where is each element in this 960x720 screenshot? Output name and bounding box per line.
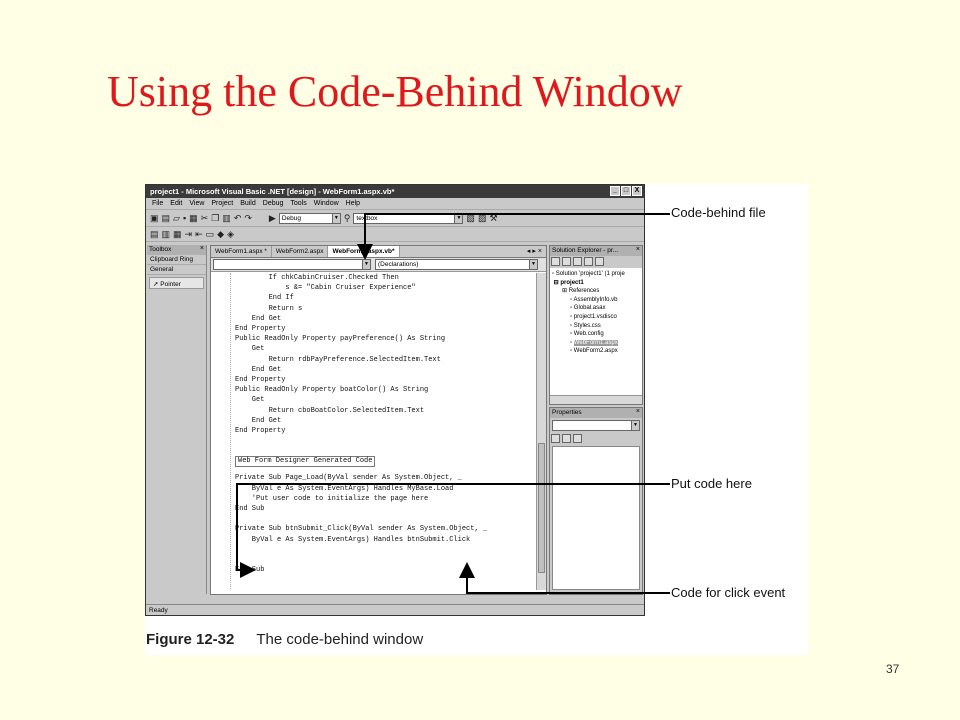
tree-item[interactable]: ▫ WebForm2.aspx — [570, 348, 618, 355]
toolbox-item-label: Pointer — [160, 281, 181, 288]
tree-item[interactable]: ▫ Web.config — [570, 331, 604, 338]
code-line: Return rdbPayPreference.SelectedItem.Text — [235, 355, 441, 364]
figure-caption — [146, 631, 423, 648]
tree-project[interactable]: ⊟ project1 — [552, 279, 584, 286]
menu-help[interactable]: Help — [345, 200, 361, 207]
toolbox-section-general[interactable]: General — [147, 265, 206, 275]
menu-window[interactable]: Window — [313, 200, 339, 207]
chevron-down-icon: ▼ — [332, 214, 340, 223]
code-line: End Sub — [235, 505, 265, 514]
tree-solution[interactable]: ▫ Solution 'project1' (1 proje — [552, 271, 625, 277]
maximize-button[interactable]: □ — [621, 186, 631, 196]
quick-info-icon[interactable]: ▦ — [173, 228, 182, 239]
arrow-code-behind — [365, 214, 670, 256]
tree-item-label: project1.vsdisco — [573, 313, 617, 320]
chevron-down-icon: ▼ — [529, 260, 537, 269]
tree-solution-label: Solution 'project1' (1 proje — [555, 271, 625, 277]
tab-webform1-design[interactable]: WebForm1.aspx * — [211, 246, 272, 257]
collapsed-region[interactable]: Web Form Designer Generated Code — [235, 456, 375, 467]
chevron-down-icon: ▼ — [362, 260, 370, 269]
open-icon[interactable]: ▱ — [173, 212, 180, 223]
find-combo-value: textbox — [356, 214, 378, 222]
tree-item[interactable]: ▫ AssemblyInfo.vb — [570, 296, 618, 303]
code-line: End If — [235, 294, 294, 303]
code-line: Public ReadOnly Property boatColor() As String — [235, 386, 429, 395]
tree-item-label: WebForm1.aspx — [573, 339, 618, 346]
find-icon[interactable]: ⚲ — [343, 212, 351, 223]
code-line: 'Put user code to initialize the page here — [235, 494, 429, 503]
tree-item-label: Styles.css — [573, 322, 601, 329]
tree-item[interactable]: ▫ Global.asax — [570, 305, 606, 312]
code-line: Public ReadOnly Property payPreference() As String — [235, 335, 446, 344]
add-item-icon[interactable]: ▤ — [161, 212, 171, 223]
code-line: ByVal e As System.EventArgs) Handles MyBase.Load — [235, 484, 454, 493]
next-bookmark-icon[interactable]: ◈ — [227, 228, 234, 239]
tree-item-label: Web.config — [573, 331, 604, 338]
menu-file[interactable]: File — [152, 200, 164, 207]
redo-icon[interactable]: ↷ — [244, 212, 252, 223]
code-line: s &= "Cabin Cruiser Experience" — [235, 284, 416, 293]
tab-webform2[interactable]: WebForm2.aspx — [272, 246, 329, 257]
new-project-icon[interactable]: ▣ — [150, 212, 159, 223]
start-icon[interactable]: ▶ — [268, 212, 276, 223]
tree-item-selected[interactable]: ▫ WebForm1.aspx — [570, 339, 618, 346]
page-number: 37 — [886, 662, 900, 676]
code-line: End Property — [235, 325, 286, 334]
properties-title: Properties — [552, 409, 582, 416]
close-button[interactable]: X — [632, 186, 642, 196]
tree-item-label: Global.asax — [573, 305, 606, 312]
tree-item[interactable]: ▫ project1.vsdisco — [570, 313, 617, 320]
callout-code-behind: Code-behind file — [671, 205, 766, 220]
figure — [145, 184, 808, 655]
indent-icon[interactable]: ⇥ — [184, 228, 193, 239]
arrow-click-event — [467, 566, 670, 593]
properties-icon[interactable]: ▨ — [477, 212, 487, 223]
menu-view[interactable]: View — [189, 200, 205, 207]
code-line: Private Sub Page_Load(ByVal sender As System.Object, _ — [235, 474, 462, 483]
code-line: ByVal e As System.EventArgs) Handles btnSubmit.Click — [235, 535, 471, 544]
chevron-down-icon: ▼ — [454, 214, 462, 223]
paste-icon[interactable]: ▥ — [222, 212, 231, 223]
callout-click-event: Code for click event — [671, 585, 786, 600]
close-icon[interactable]: × — [199, 245, 204, 252]
pointer-icon: ➚ — [153, 281, 159, 288]
copy-icon[interactable]: ❐ — [211, 212, 220, 223]
figure-caption-text: The code-behind window — [256, 631, 424, 648]
tree-project-label: project1 — [560, 279, 584, 286]
callout-arrows — [145, 184, 808, 631]
config-combo-value: Debug — [281, 214, 301, 222]
solution-explorer-title: Solution Explorer - pr... — [552, 247, 619, 254]
save-all-icon[interactable]: ▦ — [189, 212, 198, 223]
code-line: End Property — [235, 427, 286, 436]
toolbox-section-clipboard[interactable]: Clipboard Ring — [147, 255, 206, 265]
code-line: Get — [235, 396, 265, 405]
code-line: Return s — [235, 304, 303, 313]
tab-webform1-code[interactable]: WebForm1.aspx.vb* — [328, 246, 399, 257]
menu-edit[interactable]: Edit — [170, 200, 183, 207]
menu-debug[interactable]: Debug — [262, 200, 284, 207]
object-list-icon[interactable]: ▤ — [150, 228, 159, 239]
tab-scroll-close-icon[interactable]: ◂▸× — [526, 248, 544, 255]
status-text: Ready — [149, 607, 168, 614]
chevron-down-icon: ▼ — [631, 421, 639, 430]
close-icon[interactable]: × — [635, 408, 640, 415]
tree-item[interactable]: ▫ Styles.css — [570, 322, 601, 329]
tree-item-label: References — [568, 288, 600, 295]
comment-icon[interactable]: ▭ — [205, 228, 215, 239]
menu-build[interactable]: Build — [240, 200, 256, 207]
menu-project[interactable]: Project — [211, 200, 234, 207]
member-list-icon[interactable]: ▥ — [161, 228, 171, 239]
code-line: Return cboBoatColor.SelectedItem.Text — [235, 406, 425, 415]
code-line: End Get — [235, 314, 282, 323]
save-icon[interactable]: ▪ — [182, 213, 187, 223]
bookmark-icon[interactable]: ◆ — [217, 228, 225, 239]
figure-label: Figure 12-32 — [146, 631, 235, 648]
code-line: End Get — [235, 365, 282, 374]
arrow-put-code — [237, 484, 670, 570]
cut-icon[interactable]: ✂ — [200, 212, 209, 223]
tree-item-label: AssemblyInfo.vb — [573, 296, 618, 303]
slide-title: Using the Code-Behind Window — [107, 67, 683, 116]
code-line: If chkCabinCruiser.Checked Then — [235, 274, 399, 282]
code-line: Get — [235, 345, 265, 354]
close-icon[interactable]: × — [635, 246, 640, 253]
code-line: End Sub — [235, 566, 265, 575]
callout-put-code: Put code here — [671, 476, 752, 491]
minimize-button[interactable]: _ — [610, 186, 620, 196]
window-title: project1 - Microsoft Visual Basic .NET [design] - WebForm1.aspx.vb* — [150, 187, 395, 196]
outdent-icon[interactable]: ⇤ — [195, 228, 203, 239]
tree-item-label: WebForm2.aspx — [573, 348, 618, 355]
method-combo-value: (Declarations) — [378, 261, 419, 268]
code-line: End Property — [235, 376, 286, 385]
toolbox-title: Toolbox — [149, 246, 172, 253]
code-line: End Get — [235, 416, 282, 425]
tree-item[interactable]: ⊞ References — [562, 288, 600, 295]
menu-tools[interactable]: Tools — [290, 200, 307, 207]
undo-icon[interactable]: ↶ — [233, 212, 242, 223]
solution-explorer-icon[interactable]: ▧ — [466, 212, 475, 223]
toolbox-icon[interactable]: ⚒ — [489, 212, 498, 223]
code-line: Private Sub btnSubmit_Click(ByVal sender As System.Object, _ — [235, 525, 488, 534]
